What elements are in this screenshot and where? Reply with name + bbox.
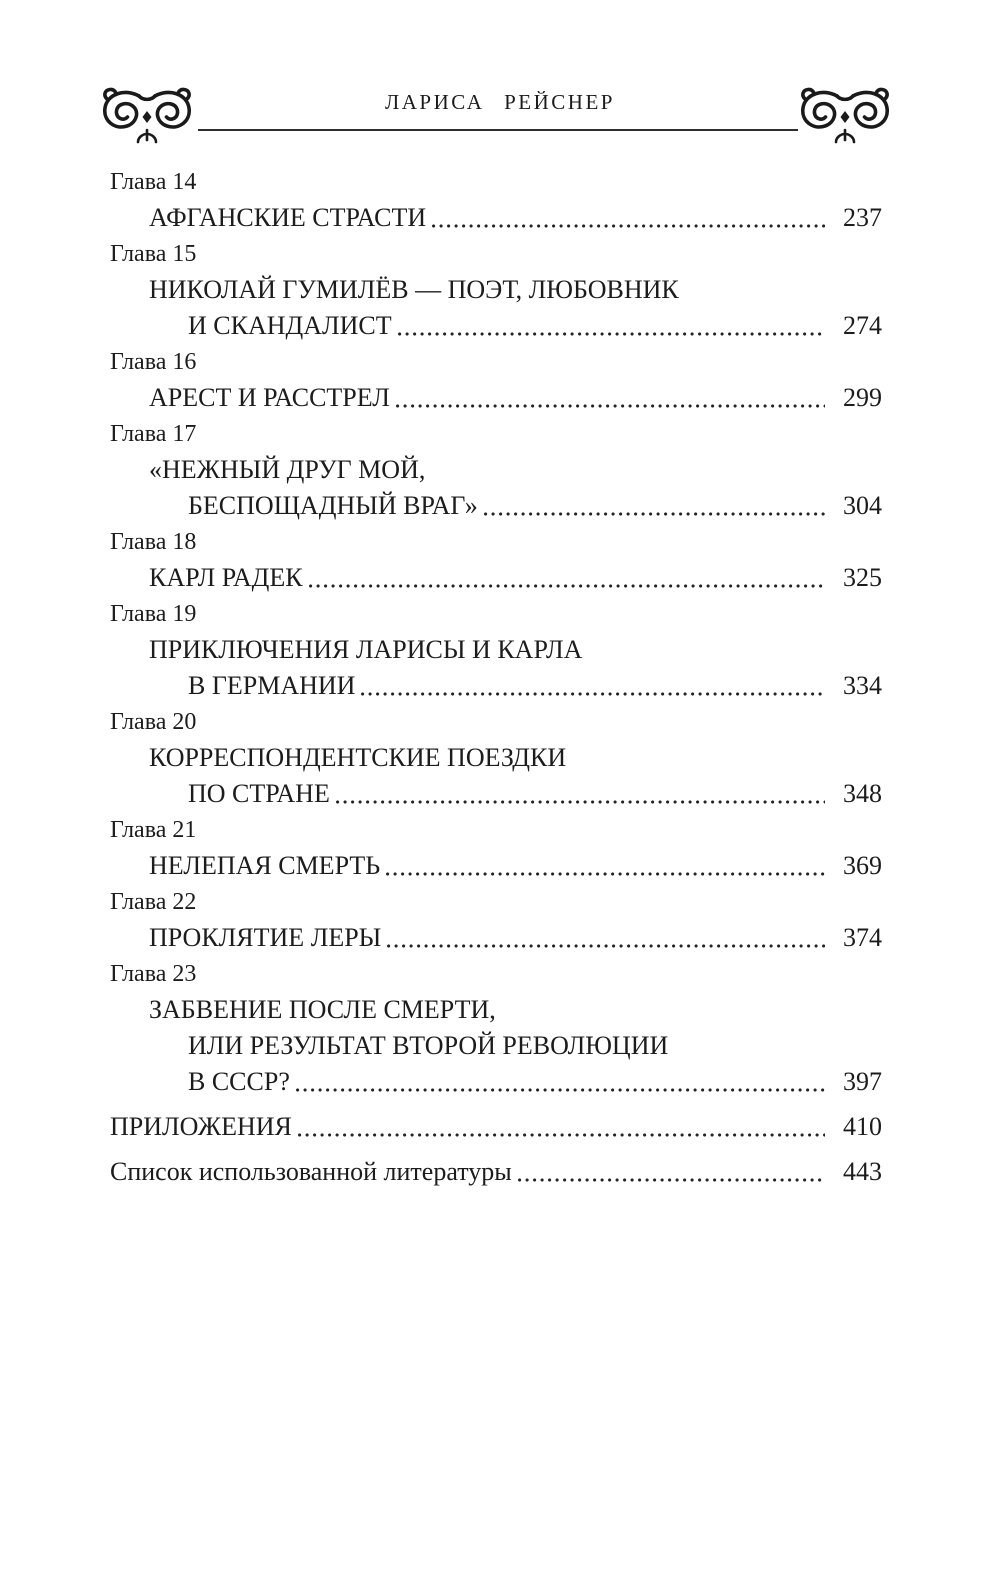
toc-title: ЗАБВЕНИЕ ПОСЛЕ СМЕРТИ, xyxy=(149,995,496,1024)
dot-leader xyxy=(518,1154,825,1190)
dot-leader xyxy=(484,488,825,524)
toc-chapter-label: Глава 21 xyxy=(110,817,197,843)
dot-leader xyxy=(296,1064,825,1100)
toc-title: КАРЛ РАДЕК xyxy=(149,563,303,592)
toc-row xyxy=(110,668,882,704)
toc-row xyxy=(110,560,882,596)
toc-title: ПРОКЛЯТИЕ ЛЕРЫ xyxy=(149,923,382,952)
toc-page-number: 274 xyxy=(843,311,882,340)
toc-page-number: 443 xyxy=(843,1157,882,1186)
dot-leader xyxy=(298,1109,825,1145)
toc-title: НЕЛЕПАЯ СМЕРТЬ xyxy=(149,851,381,880)
toc-title: БЕСПОЩАДНЫЙ ВРАГ» xyxy=(188,491,478,520)
header-rule xyxy=(198,129,798,131)
toc-title: ИЛИ РЕЗУЛЬТАТ ВТОРОЙ РЕВОЛЮЦИИ xyxy=(188,1031,669,1060)
toc-title: ПО СТРАНЕ xyxy=(188,779,330,808)
toc-row xyxy=(110,1109,882,1145)
toc-title: НИКОЛАЙ ГУМИЛЁВ — ПОЭТ, ЛЮБОВНИК xyxy=(149,275,679,304)
floral-ornament-icon xyxy=(795,86,895,148)
toc-row xyxy=(110,272,882,308)
toc-chapter-label: Глава 18 xyxy=(110,529,197,555)
dot-leader xyxy=(398,308,825,344)
running-head-title: ЛАРИСА РЕЙСНЕР xyxy=(385,90,615,114)
page-header xyxy=(0,0,1000,152)
toc-title: ПРИКЛЮЧЕНИЯ ЛАРИСЫ И КАРЛА xyxy=(149,635,583,664)
toc-title: АФГАНСКИЕ СТРАСТИ xyxy=(149,203,427,232)
toc-row xyxy=(110,632,882,668)
toc-page-number: 369 xyxy=(843,851,882,880)
toc-row xyxy=(110,920,882,956)
toc-title: АРЕСТ И РАССТРЕЛ xyxy=(149,383,390,412)
toc-title: ПРИЛОЖЕНИЯ xyxy=(110,1112,292,1141)
toc-page-number: 237 xyxy=(843,203,882,232)
toc-chapter-label: Глава 15 xyxy=(110,241,197,267)
toc-page-number: 299 xyxy=(843,383,882,412)
toc-page-number: 304 xyxy=(843,491,882,520)
dot-leader xyxy=(396,380,825,416)
dot-leader xyxy=(432,200,825,236)
toc-chapter-label: Глава 23 xyxy=(110,961,197,987)
toc-row xyxy=(110,452,882,488)
toc-title: КОРРЕСПОНДЕНТСКИЕ ПОЕЗДКИ xyxy=(149,743,567,772)
toc-row xyxy=(110,776,882,812)
dot-leader xyxy=(387,920,825,956)
dot-leader xyxy=(336,776,825,812)
toc-title: В СССР? xyxy=(188,1067,290,1096)
toc-page-number: 397 xyxy=(843,1067,882,1096)
toc-title: Список использованной литературы xyxy=(110,1157,512,1186)
toc-row xyxy=(110,1064,882,1100)
toc-title: И СКАНДАЛИСТ xyxy=(188,311,392,340)
toc-row xyxy=(110,380,882,416)
toc-chapter-label: Глава 16 xyxy=(110,349,197,375)
toc-row xyxy=(110,1028,882,1064)
toc-chapter-label: Глава 14 xyxy=(110,169,197,195)
toc-row xyxy=(110,740,882,776)
toc-title: В ГЕРМАНИИ xyxy=(188,671,356,700)
toc-page-number: 325 xyxy=(843,563,882,592)
toc-title: «НЕЖНЫЙ ДРУГ МОЙ, xyxy=(149,455,426,484)
dot-leader xyxy=(361,668,825,704)
toc-row xyxy=(110,488,882,524)
toc-page-number: 410 xyxy=(843,1112,882,1141)
toc-row xyxy=(110,308,882,344)
toc-chapter-label: Глава 22 xyxy=(110,889,197,915)
toc-page-number: 348 xyxy=(843,779,882,808)
toc-page-number: 374 xyxy=(843,923,882,952)
toc-chapter-label: Глава 17 xyxy=(110,421,197,447)
toc-row xyxy=(110,200,882,236)
toc-row xyxy=(110,848,882,884)
toc-row xyxy=(110,992,882,1028)
toc-page-number: 334 xyxy=(843,671,882,700)
dot-leader xyxy=(386,848,825,884)
dot-leader xyxy=(309,560,825,596)
toc-chapter-label: Глава 19 xyxy=(110,601,197,627)
toc xyxy=(0,152,1000,1190)
toc-chapter-label: Глава 20 xyxy=(110,709,197,735)
toc-row xyxy=(110,1154,882,1190)
